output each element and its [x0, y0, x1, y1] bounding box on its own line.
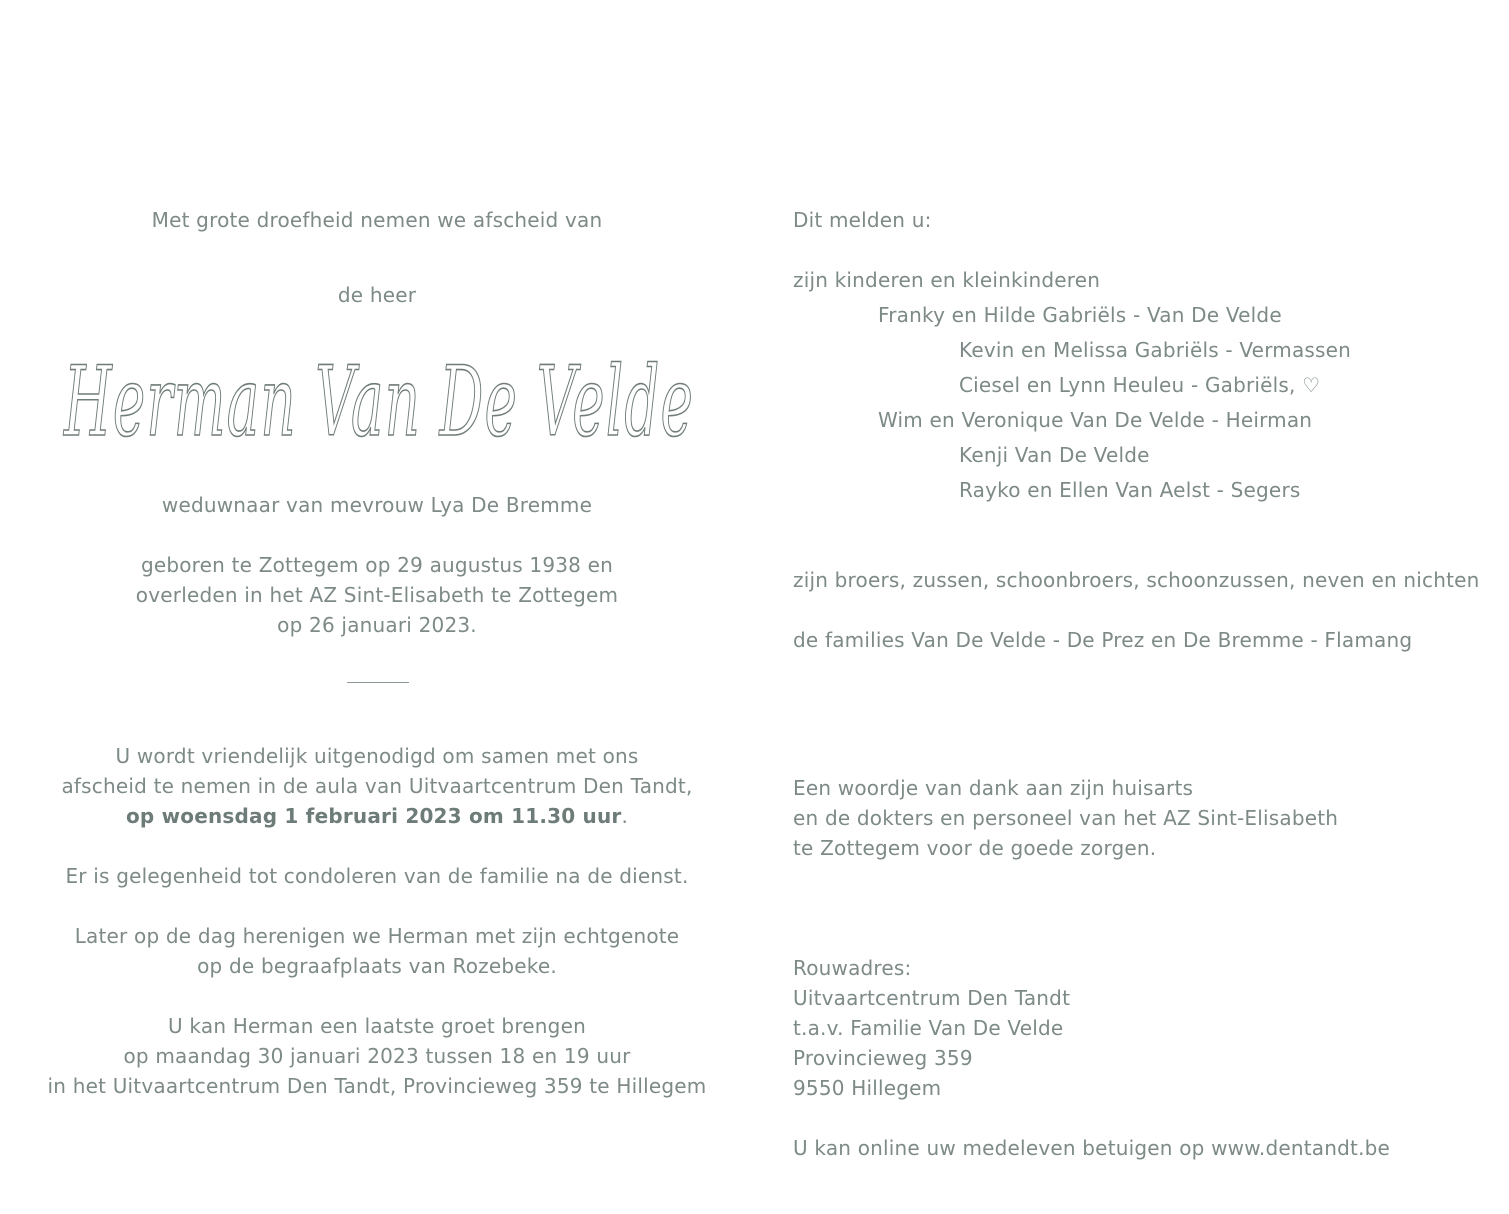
- invite-line-1: U wordt vriendelijk uitgenodigd om samen met ons: [115, 744, 639, 768]
- reunite-line-2: op de begraafplaats van Rozebeke.: [197, 954, 557, 978]
- children-heading: zijn kinderen en kleinkinderen: [793, 268, 1101, 292]
- address-line-4: 9550 Hillegem: [793, 1076, 942, 1100]
- address-line-3: Provincieweg 359: [793, 1046, 973, 1070]
- visit-line-1: U kan Herman een laatste groet brengen: [168, 1014, 586, 1038]
- address-line-1: Uitvaartcentrum Den Tandt: [793, 986, 1071, 1010]
- birth-line-3: op 26 januari 2023.: [277, 613, 477, 637]
- family-member: Kenji Van De Velde: [959, 443, 1150, 467]
- thanks-line-1: Een woordje van dank aan zijn huisarts: [793, 776, 1194, 800]
- family-member: Wim en Veronique Van De Velde - Heirman: [878, 408, 1313, 432]
- address-line-2: t.a.v. Familie Van De Velde: [793, 1016, 1064, 1040]
- online-condolence-text: U kan online uw medeleven betuigen op www.dentandt.be: [793, 1136, 1391, 1160]
- thanks-line-3: te Zottegem voor de goede zorgen.: [793, 836, 1157, 860]
- family-member: Ciesel en Lynn Heuleu - Gabriëls, ♡: [959, 373, 1321, 397]
- family-member: Rayko en Ellen Van Aelst - Segers: [959, 478, 1301, 502]
- thanks-line-2: en de dokters en personeel van het AZ Sint-Elisabeth: [793, 806, 1339, 830]
- birth-line-1: geboren te Zottegem op 29 augustus 1938 en: [140, 553, 614, 577]
- visit-line-3: in het Uitvaartcentrum Den Tandt, Provincieweg 359 te Hillegem: [47, 1074, 707, 1098]
- divider-line: [347, 682, 409, 683]
- family-member: Franky en Hilde Gabriëls - Van De Velde: [878, 303, 1282, 327]
- invite-date: op woensdag 1 februari 2023 om 11.30 uur: [125, 804, 622, 828]
- reunite-line-1: Later op de dag herenigen we Herman met zijn echtgenote: [74, 924, 680, 948]
- condolence-text: Er is gelegenheid tot condoleren van de familie na de dienst.: [65, 864, 689, 888]
- intro-text: Met grote droefheid nemen we afscheid van: [151, 208, 603, 232]
- announce-text: Dit melden u:: [793, 208, 932, 232]
- invite-period: .: [621, 804, 629, 828]
- invite-date-line: [0, 801, 754, 831]
- deceased-name: [54, 335, 704, 465]
- address-heading: Rouwadres:: [793, 956, 912, 980]
- birth-line-2: overleden in het AZ Sint-Elisabeth te Zottegem: [135, 583, 619, 607]
- families-text: de families Van De Velde - De Prez en De Bremme - Flamang: [793, 628, 1413, 652]
- invite-line-2: afscheid te nemen in de aula van Uitvaartcentrum Den Tandt,: [61, 774, 693, 798]
- title-text: de heer: [337, 283, 417, 307]
- visit-line-2: op maandag 30 januari 2023 tussen 18 en 19 uur: [123, 1044, 631, 1068]
- family-member: Kevin en Melissa Gabriëls - Vermassen: [959, 338, 1352, 362]
- deceased-name-text: Herman Van De Velde: [62, 346, 694, 458]
- widower-text: weduwnaar van mevrouw Lya De Bremme: [161, 493, 593, 517]
- siblings-text: zijn broers, zussen, schoonbroers, schoonzussen, neven en nichten: [793, 568, 1480, 592]
